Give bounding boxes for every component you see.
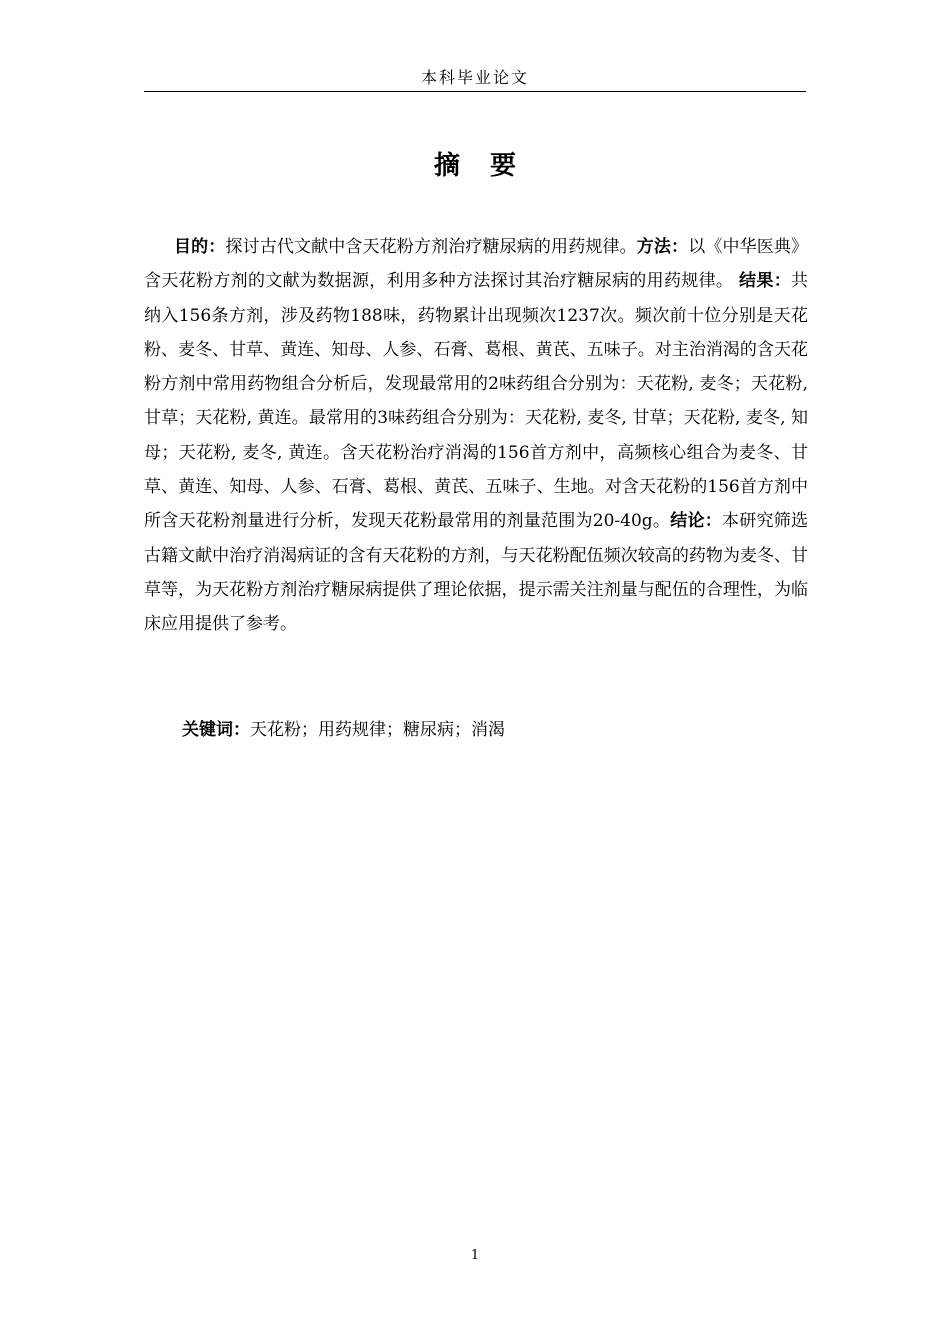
keywords-line: [144, 713, 808, 747]
result-text: 共纳入156条方剂，涉及药物188味，药物累计出现频次1237次。频次前十位分别是天花粉、麦冬、甘草、黄连、知母、人参、石膏、葛根、黄芪、五味子。对主治消渴的含天花粉方剂中常用药物组合分析后，发现最常用的2味药组合分别为：天花粉, 麦冬；天花粉, 甘草；天花粉, 黄连。最常用的3味药组合分别为：天花粉, 麦冬, 甘草；天花粉, 麦冬, 知母；天花粉, 麦冬, 黄连。含天花粉治疗消渴的156首方剂中，高频核心组合为麦冬、甘草、黄连、知母、人参、石膏、葛根、黄芪、五味子、生地。对含天花粉的156首方剂中所含天花粉剂量进行分析，发现天花粉最常用的剂量范围为20-40g。: [144, 271, 809, 532]
abstract-title: [144, 146, 806, 186]
objective-label: 目的：: [174, 237, 226, 257]
conclusion-text: 本研究筛选古籍文献中治疗消渴病证的含有天花粉的方剂，与天花粉配伍频次较高的药物为麦冬、甘草等，为天花粉方剂治疗糖尿病提供了理论依据，提示需关注剂量与配伍的合理性，为临床应用提供了参考。: [144, 511, 809, 635]
page-number: 1: [470, 1248, 480, 1263]
abstract-title-char-2: 要: [490, 151, 517, 181]
abstract-body: [144, 230, 808, 642]
keywords-label: 关键词：: [182, 720, 250, 740]
method-text: 以《中华医典》含天花粉方剂的文献为数据源，利用多种方法探讨其治疗糖尿病的用药规律。: [144, 237, 809, 292]
method-label: 方法：: [636, 237, 689, 257]
result-label: 结果：: [739, 271, 792, 292]
objective-text: 探讨古代文献中含天花粉方剂治疗糖尿病的用药规律。: [225, 237, 637, 257]
abstract-title-char-1: 摘: [433, 151, 460, 181]
header-rule: [144, 91, 806, 92]
keywords-text: 天花粉；用药规律；糖尿病；消渴: [250, 720, 505, 740]
running-header: 本科毕业论文: [420, 68, 529, 87]
conclusion-label: 结论：: [670, 511, 722, 532]
